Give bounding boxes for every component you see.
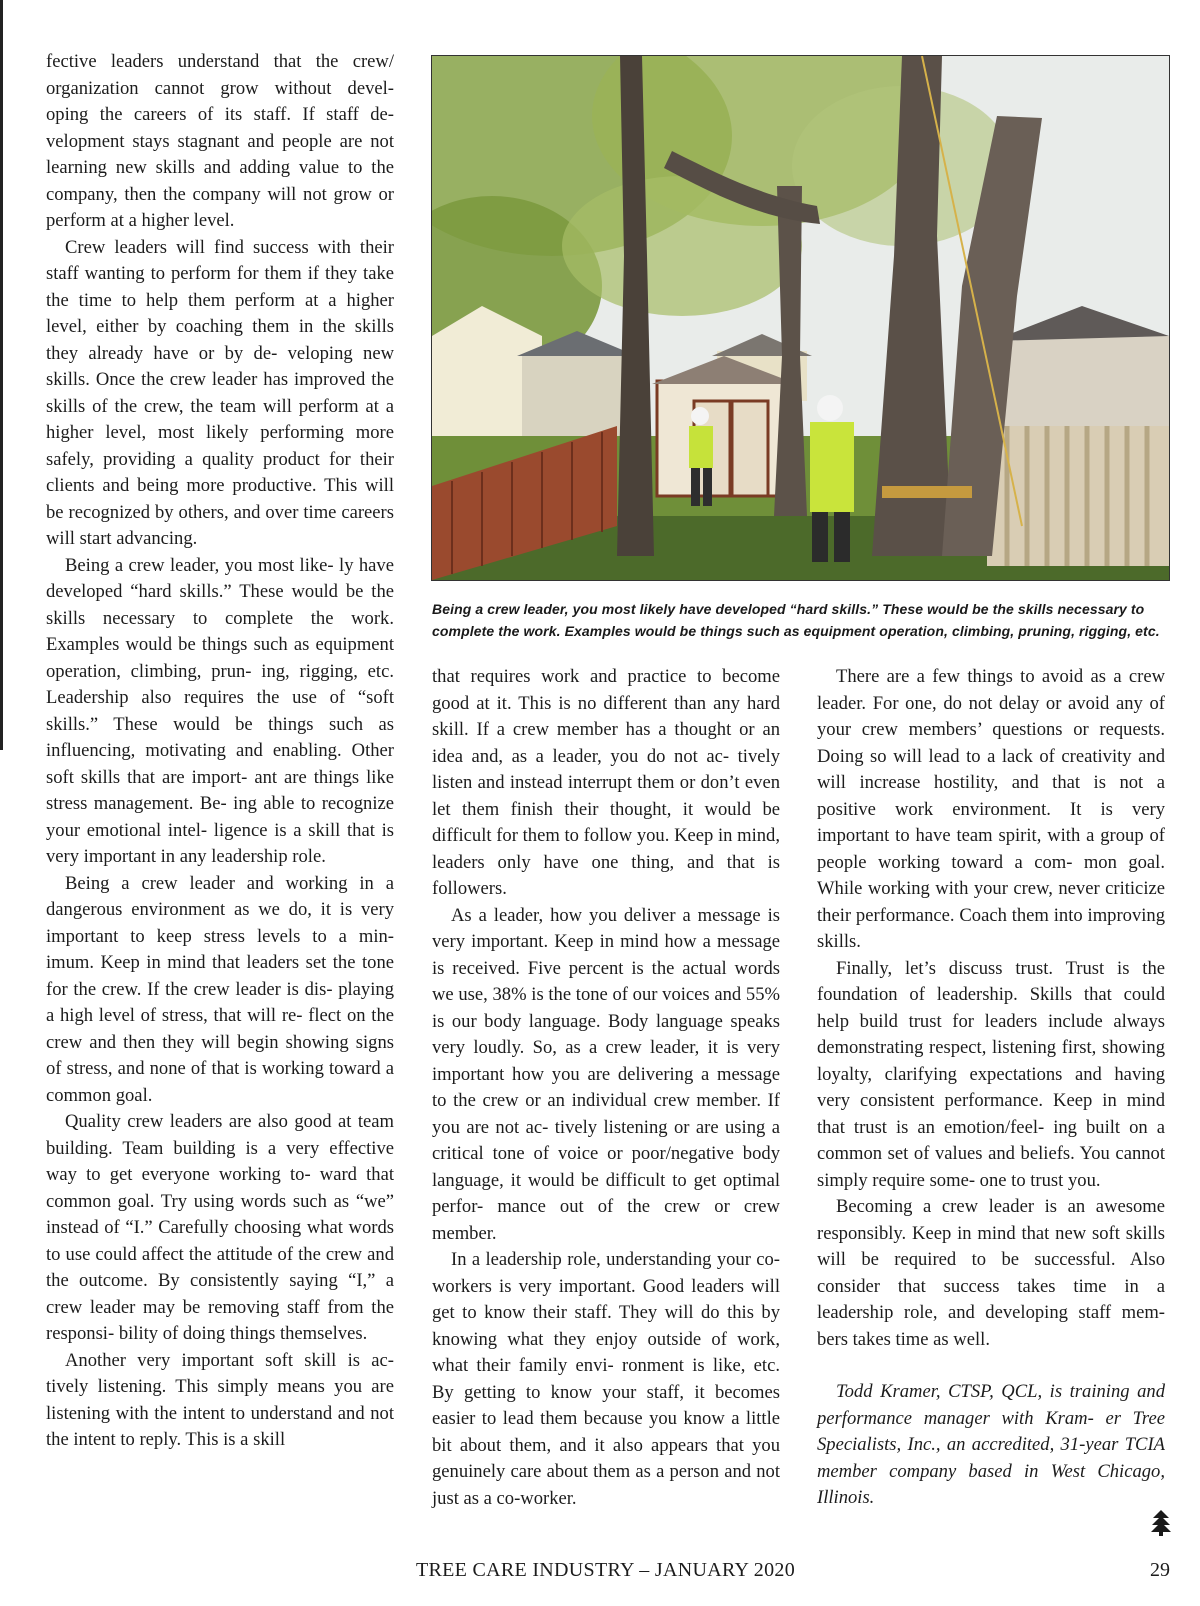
article-column-3 (817, 664, 1165, 1512)
paragraph: Crew leaders will find success with their staff wanting to perform for them if they take the time to help them perform at a higher level, either by coaching them in the skills they already have or by de- veloping new skills. Once the crew leader has improved the skills of the crew, the team will perform at a higher level, most likely performing more safely, providing a quality product for their clients and being more productive. This will be recognized by others, and over time careers will start advancing. (46, 236, 394, 549)
article-column-1 (46, 49, 394, 1454)
paragraph: In a leadership role, understanding your co-workers is very important. Good leaders will get to know their staff. They will do this by knowing what they enjoy outside of work, what their family envi- ronment is like, etc. By getting to know your staff, it becomes easier to lead them because you know a little bit about them, and it also appears that you genuinely care about them as a person and not just as a co-worker. (432, 1249, 780, 1509)
photo-caption: Being a crew leader, you most likely have developed “hard skills.” These would be the skills necessary to complete the work. Examples would be things such as equipment operation, climbing, pruning, rigging, etc. (432, 601, 1160, 639)
author-bio: Todd Kramer, CTSP, QCL, is training and performance manager with Kram- er Tree Specialists, Inc., an accredited, 31-year TCIA member company based in West Chicago, Illinois. (817, 1381, 1165, 1508)
paragraph: Being a crew leader, you most like- ly have developed “hard skills.” These would be the skills necessary to complete the work. Examples would be things such as equipment operation, climbing, prun- ing, rigging, etc. Leadership also requires the use of “soft skills.” These would be things such as influencing, motivating and enabling. Other soft skills that are import- ant are things like stress management. Be- ing able to recognize your emotional intel- ligence is a skill that is very important in any leadership role. (46, 554, 394, 867)
paragraph: Quality crew leaders are also good at team building. Team building is a very effective way to get everyone working to- ward that common goal. Try using words such as “we” instead of “I.” Carefully choosing what words to use could affect the attitude of the crew and the outcome. By consistently saying “I,” a crew leader may be removing staff from the responsi- bility of doing things themselves. (46, 1111, 394, 1344)
paragraph: that requires work and practice to become good at it. This is no different than any hard skill. If a crew member has a thought or an idea and, as a leader, you do not ac- tively listen and instead interrupt them or don’t even let them finish their thought, it would be difficult for them to follow you. Keep in mind, leaders only have one thing, and that is followers. (432, 666, 780, 899)
paragraph: Being a crew leader and working in a dangerous environment as we do, it is very important to keep stress levels to a min- imum. Keep in mind that leaders set the tone for the crew. If the crew leader is dis- playing a high level of stress, that will re- flect on the crew and then they will begin showing signs of stress, and none of that is working toward a common goal. (46, 872, 394, 1106)
crew-photo (431, 55, 1170, 581)
publication-footer: TREE CARE INDUSTRY – JANUARY 2020 (416, 1559, 795, 1581)
paragraph: As a leader, how you deliver a message is very important. Keep in mind how a message is received. Five percent is the actual words we use, 38% is the tone of our voices and 55% is our body language. Body language speaks very loudly. So, as a crew leader, it is very important how you are delivering a message to the crew or an individual crew member. If you are not ac- tively listening or are using a critical tone of voice or poor/negative body language, it would be difficult to get optimal perfor- mance out of the crew or crew member. (432, 904, 780, 1244)
tree-icon (1150, 1510, 1172, 1536)
paragraph: Another very important soft skill is ac- tively listening. This simply means you are listening with the intent to understand and not the intent to reply. This is a skill (46, 1349, 394, 1450)
paragraph: fective leaders understand that the crew/ organization cannot grow without devel- oping the careers of its staff. If staff de- velopment stays stagnant and people are not learning new skills and adding value to the company, then the company will not grow or perform at a higher level. (46, 51, 394, 231)
article-column-2 (432, 664, 780, 1512)
margin-rule (0, 0, 3, 750)
page-number: 29 (1150, 1559, 1170, 1581)
paragraph: Becoming a crew leader is an awesome responsibly. Keep in mind that new soft skills will be required to be successful. Also consider that success takes time in a leadership role, and developing staff mem- bers takes time as well. (817, 1196, 1165, 1350)
paragraph: There are a few things to avoid as a crew leader. For one, do not delay or avoid any of your crew members’ questions or requests. Doing so will lead to a lack of creativity and will increase hostility, and that is not a positive work environment. It is very important to have team spirit, with a group of people working toward a com- mon goal. While working with your crew, never criticize their performance. Coach them into improving skills. (817, 666, 1165, 952)
paragraph: Finally, let’s discuss trust. Trust is the foundation of leadership. Skills that could help build trust for leaders include always demonstrating respect, listening first, showing loyalty, clarifying expectations and having very consistent performance. Keep in mind that trust is an emotion/feel- ing built on a common set of values and beliefs. You cannot simply require some- one to trust you. (817, 957, 1165, 1191)
